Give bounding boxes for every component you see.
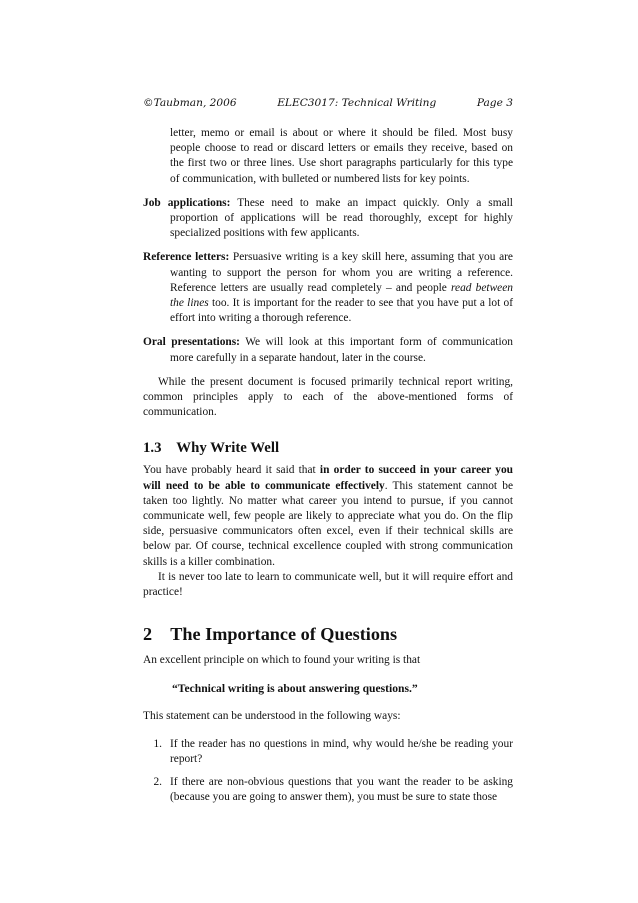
list-item	[143, 737, 513, 767]
header-page-number: Page 3	[476, 97, 513, 109]
item-text: We will look at this important form of communication more carefully in a separate handout, later in the course.	[170, 336, 513, 364]
item-job-applications	[143, 196, 513, 242]
item-text: Persuasive writing is a key skill here, assuming that you are wanting to support the person for whom you are writing a reference. Reference letters are usually read completely – and people	[170, 251, 513, 294]
key-quote: “Technical writing is about answering questions.”	[172, 682, 418, 696]
page-body	[143, 126, 513, 806]
section-title: The Importance of Questions	[170, 624, 398, 645]
section-title: Why Write Well	[176, 440, 280, 457]
section-number: 2	[143, 624, 153, 645]
text-span: . This statement cannot be taken too lightly. No matter what career you intend to pursue, if you cannot communicate well, few people are likely to appreciate what you do. On the flip side, persuasive communicators often excel, even if their technical skills are below par. Of course, technical excellence coupled with strong communication skills is a killer combination.	[143, 479, 514, 568]
practice-paragraph: It is never too late to learn to communicate well, but it will require effort and practice!	[143, 570, 513, 599]
list-text: If the reader has no questions in mind, why would he/she be reading your report?	[170, 737, 513, 765]
item-reference-letters	[143, 250, 513, 326]
text-span: You have probably heard it said that	[143, 464, 316, 477]
numbered-list	[143, 737, 513, 806]
why-write-paragraph	[143, 463, 513, 569]
item-term: Reference letters:	[143, 251, 230, 264]
summary-paragraph: While the present document is focused primarily technical report writing, common principles apply to each of the above-mentioned forms of communication.	[143, 375, 513, 419]
bold-statement: in order to succeed in your career you will need to be able to communicate effectively	[143, 464, 513, 492]
header-copyright: ©Taubman, 2006	[143, 97, 237, 109]
list-item	[143, 775, 513, 805]
questions-lead: This statement can be understood in the following ways:	[143, 710, 401, 723]
list-text: If there are non-obvious questions that you want the reader to be asking (because you are going to answer them), you must be sure to state those	[170, 776, 513, 804]
section-heading-2	[143, 624, 513, 645]
list-number: 2.	[153, 776, 162, 789]
item-emphasis: read between the lines	[170, 281, 513, 310]
questions-intro: An excellent principle on which to found your writing is that	[143, 654, 421, 667]
list-number: 1.	[153, 737, 162, 750]
page-header	[143, 97, 513, 109]
section-number: 1.3	[143, 440, 162, 457]
item-term: Job applications:	[143, 196, 231, 209]
item-term: Oral presentations:	[143, 336, 240, 349]
section-heading-1-3	[143, 440, 513, 457]
item-oral-presentations	[143, 335, 513, 365]
header-course: ELEC3017: Technical Writing	[277, 97, 437, 109]
item-text: too. It is important for the reader to see that you have put a lot of effort into writing a thorough reference.	[170, 297, 513, 325]
item-text: These need to make an impact quickly. Only a small proportion of applications will be read thoroughly, except for highly specialized positions with few applicants.	[170, 196, 513, 240]
continued-paragraph: letter, memo or email is about or where it should be filed. Most busy people choose to read or discard letters or emails they receive, based on the first two or three lines. Use short paragraphs particularly for this type of communication, with bulleted or numbered lists for key points.	[170, 127, 513, 185]
